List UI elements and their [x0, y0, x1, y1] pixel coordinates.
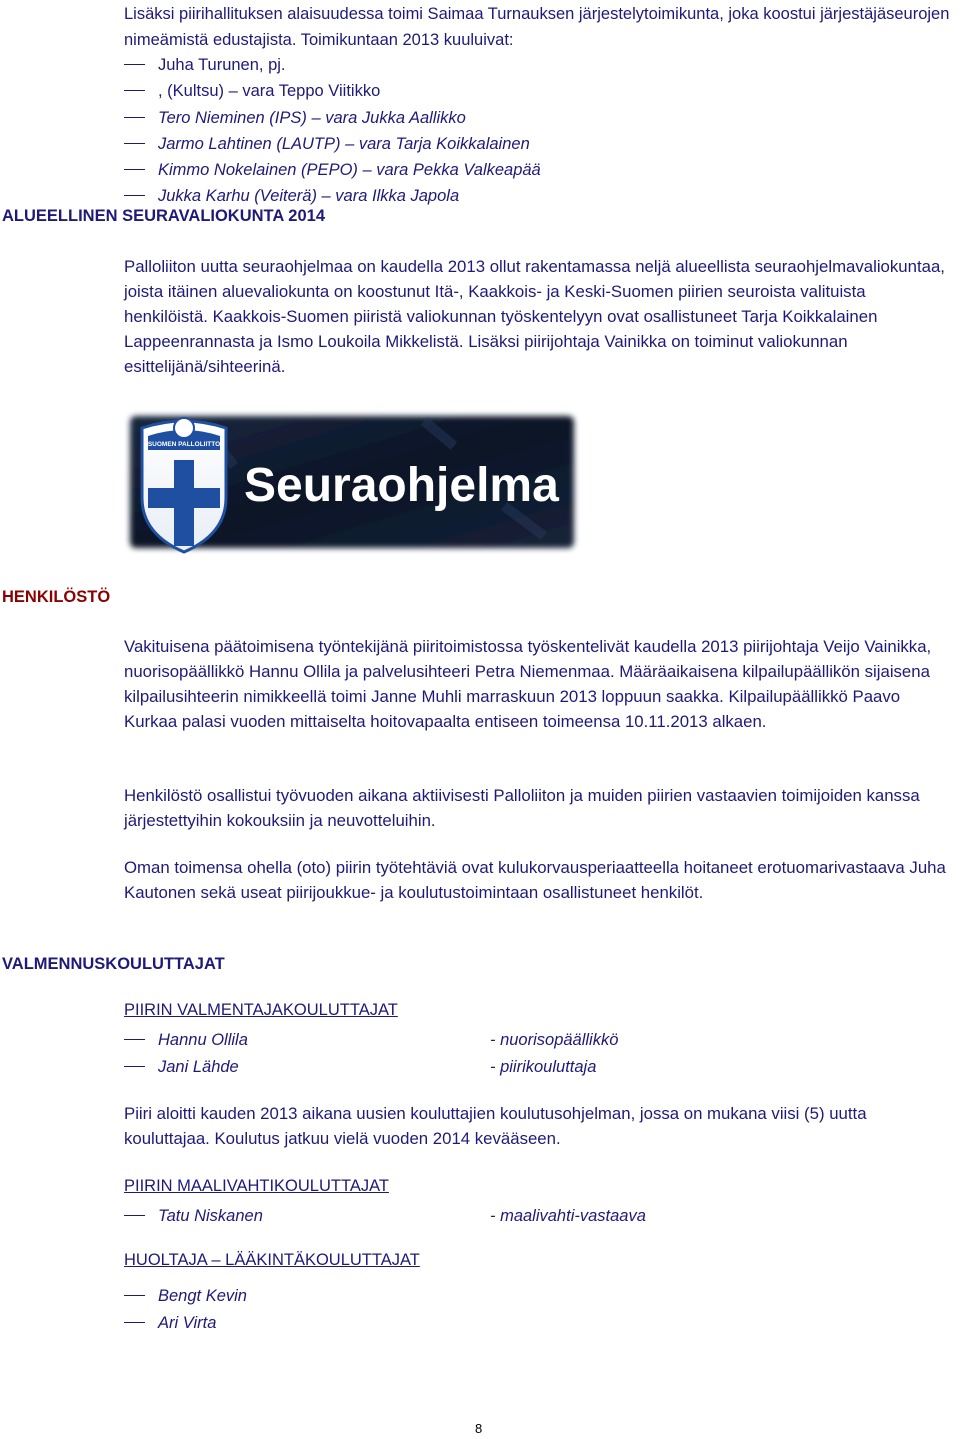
subheading-valmentajakouluttajat: PIIRIN VALMENTAJAKOULUTTAJAT	[124, 1001, 398, 1019]
henkilosto-paragraph-3: Oman toimensa ohella (oto) piirin työtehtäviä ovat kulukorvausperiaatteella hoitaneet erotuomarivastaava Juha Kautonen sekä useat piirijoukkue- ja koulutustoimintaan osallistuneet henkilöt.	[124, 858, 946, 902]
person-role: - maalivahti-vastaava	[490, 1207, 646, 1225]
list-item	[124, 1054, 824, 1081]
page-number: 8	[475, 1421, 483, 1436]
dash-bullet-icon	[124, 90, 145, 91]
committee-member-list	[124, 52, 541, 210]
dash-bullet-icon	[124, 1322, 145, 1323]
section-heading-seuravaliokunta: ALUEELLINEN SEURAVALIOKUNTA 2014	[2, 207, 326, 225]
section-heading-henkilosto: HENKILÖSTÖ	[2, 588, 111, 606]
logo-crest-text: SUOMEN PALLOLIITTO	[147, 441, 221, 448]
list-item	[124, 1310, 824, 1337]
list-item	[124, 1283, 824, 1310]
person-role: - nuorisopäällikkö	[490, 1031, 619, 1049]
seuraohjelma-logo	[124, 406, 580, 556]
logo-wordmark: Seuraohjelma	[244, 459, 559, 512]
subheading-maalivahtikouluttajat: PIIRIN MAALIVAHTIKOULUTTAJAT	[124, 1177, 389, 1195]
list-item: Tero Nieminen (IPS) – vara Jukka Aallikko	[124, 105, 541, 131]
kouluttajat-paragraph: Piiri aloitti kauden 2013 aikana uusien kouluttajien koulutusohjelman, jossa on mukana viisi (5) uutta kouluttajaa. Koulutus jatkuu vielä vuoden 2014 kevääseen.	[124, 1104, 867, 1148]
person-name: Tatu Niskanen	[158, 1207, 263, 1225]
dash-bullet-icon	[124, 64, 145, 65]
seuraohjelma-logo-image	[124, 406, 580, 556]
dash-bullet-icon	[124, 117, 145, 118]
henkilosto-paragraph-1: Vakituisena päätoimisena työntekijänä piiritoimistossa työskentelivät kaudella 2013 piirijohtaja Veijo Vainikka, nuorisopäällikkö Hannu Ollila ja palvelusihteeri Petra Niemenmaa. Määräaikaisena kilpailupäällikön sijaisena kilpailusihteerin nimikkeellä toimi Janne Muhli marraskuun 2013 loppuun saakka. Kilpailupäällikkö Paavo Kurkaa palasi vuoden mittaiselta hoitovapaalta entiseen toimeensa 10.11.2013 alkaen.	[124, 637, 932, 731]
maalivahtikouluttajat-list	[124, 1203, 824, 1230]
valmentajakouluttajat-list	[124, 1027, 824, 1080]
dash-bullet-icon	[124, 169, 145, 170]
person-name: Jani Lähde	[158, 1057, 239, 1076]
henkilosto-paragraph-2: Henkilöstö osallistui työvuoden aikana aktiivisesti Palloliiton ja muiden piirien vastaavien toimijoiden kanssa järjestettyihin kokouksiin ja neuvotteluihin.	[124, 786, 920, 830]
dash-bullet-icon	[124, 195, 145, 196]
intro-paragraph: Lisäksi piirihallituksen alaisuudessa toimi Saimaa Turnauksen järjestelytoimikunta, joka koostui järjestäjäseurojen nimeämistä edustajista. Toimikuntaan 2013 kuuluivat:	[124, 5, 950, 49]
list-item: Jarmo Lahtinen (LAUTP) – vara Tarja Koikkalainen	[124, 131, 541, 157]
list-item: Kimmo Nokelainen (PEPO) – vara Pekka Valkeapää	[124, 157, 541, 183]
laakintakouluttajat-list	[124, 1283, 824, 1336]
section-heading-valmennuskouluttajat: VALMENNUSKOULUTTAJAT	[2, 955, 225, 973]
dash-bullet-icon	[124, 1295, 145, 1296]
dash-bullet-icon	[124, 143, 145, 144]
list-item	[124, 1027, 824, 1054]
list-item: Jukka Karhu (Veiterä) – vara Ilkka Japola	[124, 183, 541, 209]
dash-bullet-icon	[124, 1066, 145, 1067]
subheading-laakintakouluttajat: HUOLTAJA – LÄÄKINTÄKOULUTTAJAT	[124, 1251, 420, 1269]
person-name: Hannu Ollila	[158, 1031, 248, 1049]
person-role: - piirikouluttaja	[490, 1057, 597, 1076]
list-item: , (Kultsu) – vara Teppo Viitikko	[124, 78, 541, 104]
dash-bullet-icon	[124, 1215, 145, 1216]
person-name: Bengt Kevin	[158, 1287, 247, 1305]
person-name: Ari Virta	[158, 1313, 217, 1332]
list-item	[124, 1203, 824, 1230]
dash-bullet-icon	[124, 1039, 145, 1040]
list-item: Juha Turunen, pj.	[124, 52, 541, 78]
seuravaliokunta-paragraph: Palloliiton uutta seuraohjelmaa on kaudella 2013 ollut rakentamassa neljä alueellista seuraohjelmavaliokuntaa, joista itäinen aluevaliokunta on koostunut Itä-, Kaakkois- ja Keski-Suomen piirien seuroista valituista henkilöistä. Kaakkois-Suomen piiristä valiokunnan työskentelyyn ovat osallistuneet Tarja Koikkalainen Lappeenrannasta ja Ismo Loukoila Mikkelistä. Lisäksi piirijohtaja Vainikka on toiminut valiokunnan esittelijänä/sihteerinä.	[124, 257, 945, 376]
